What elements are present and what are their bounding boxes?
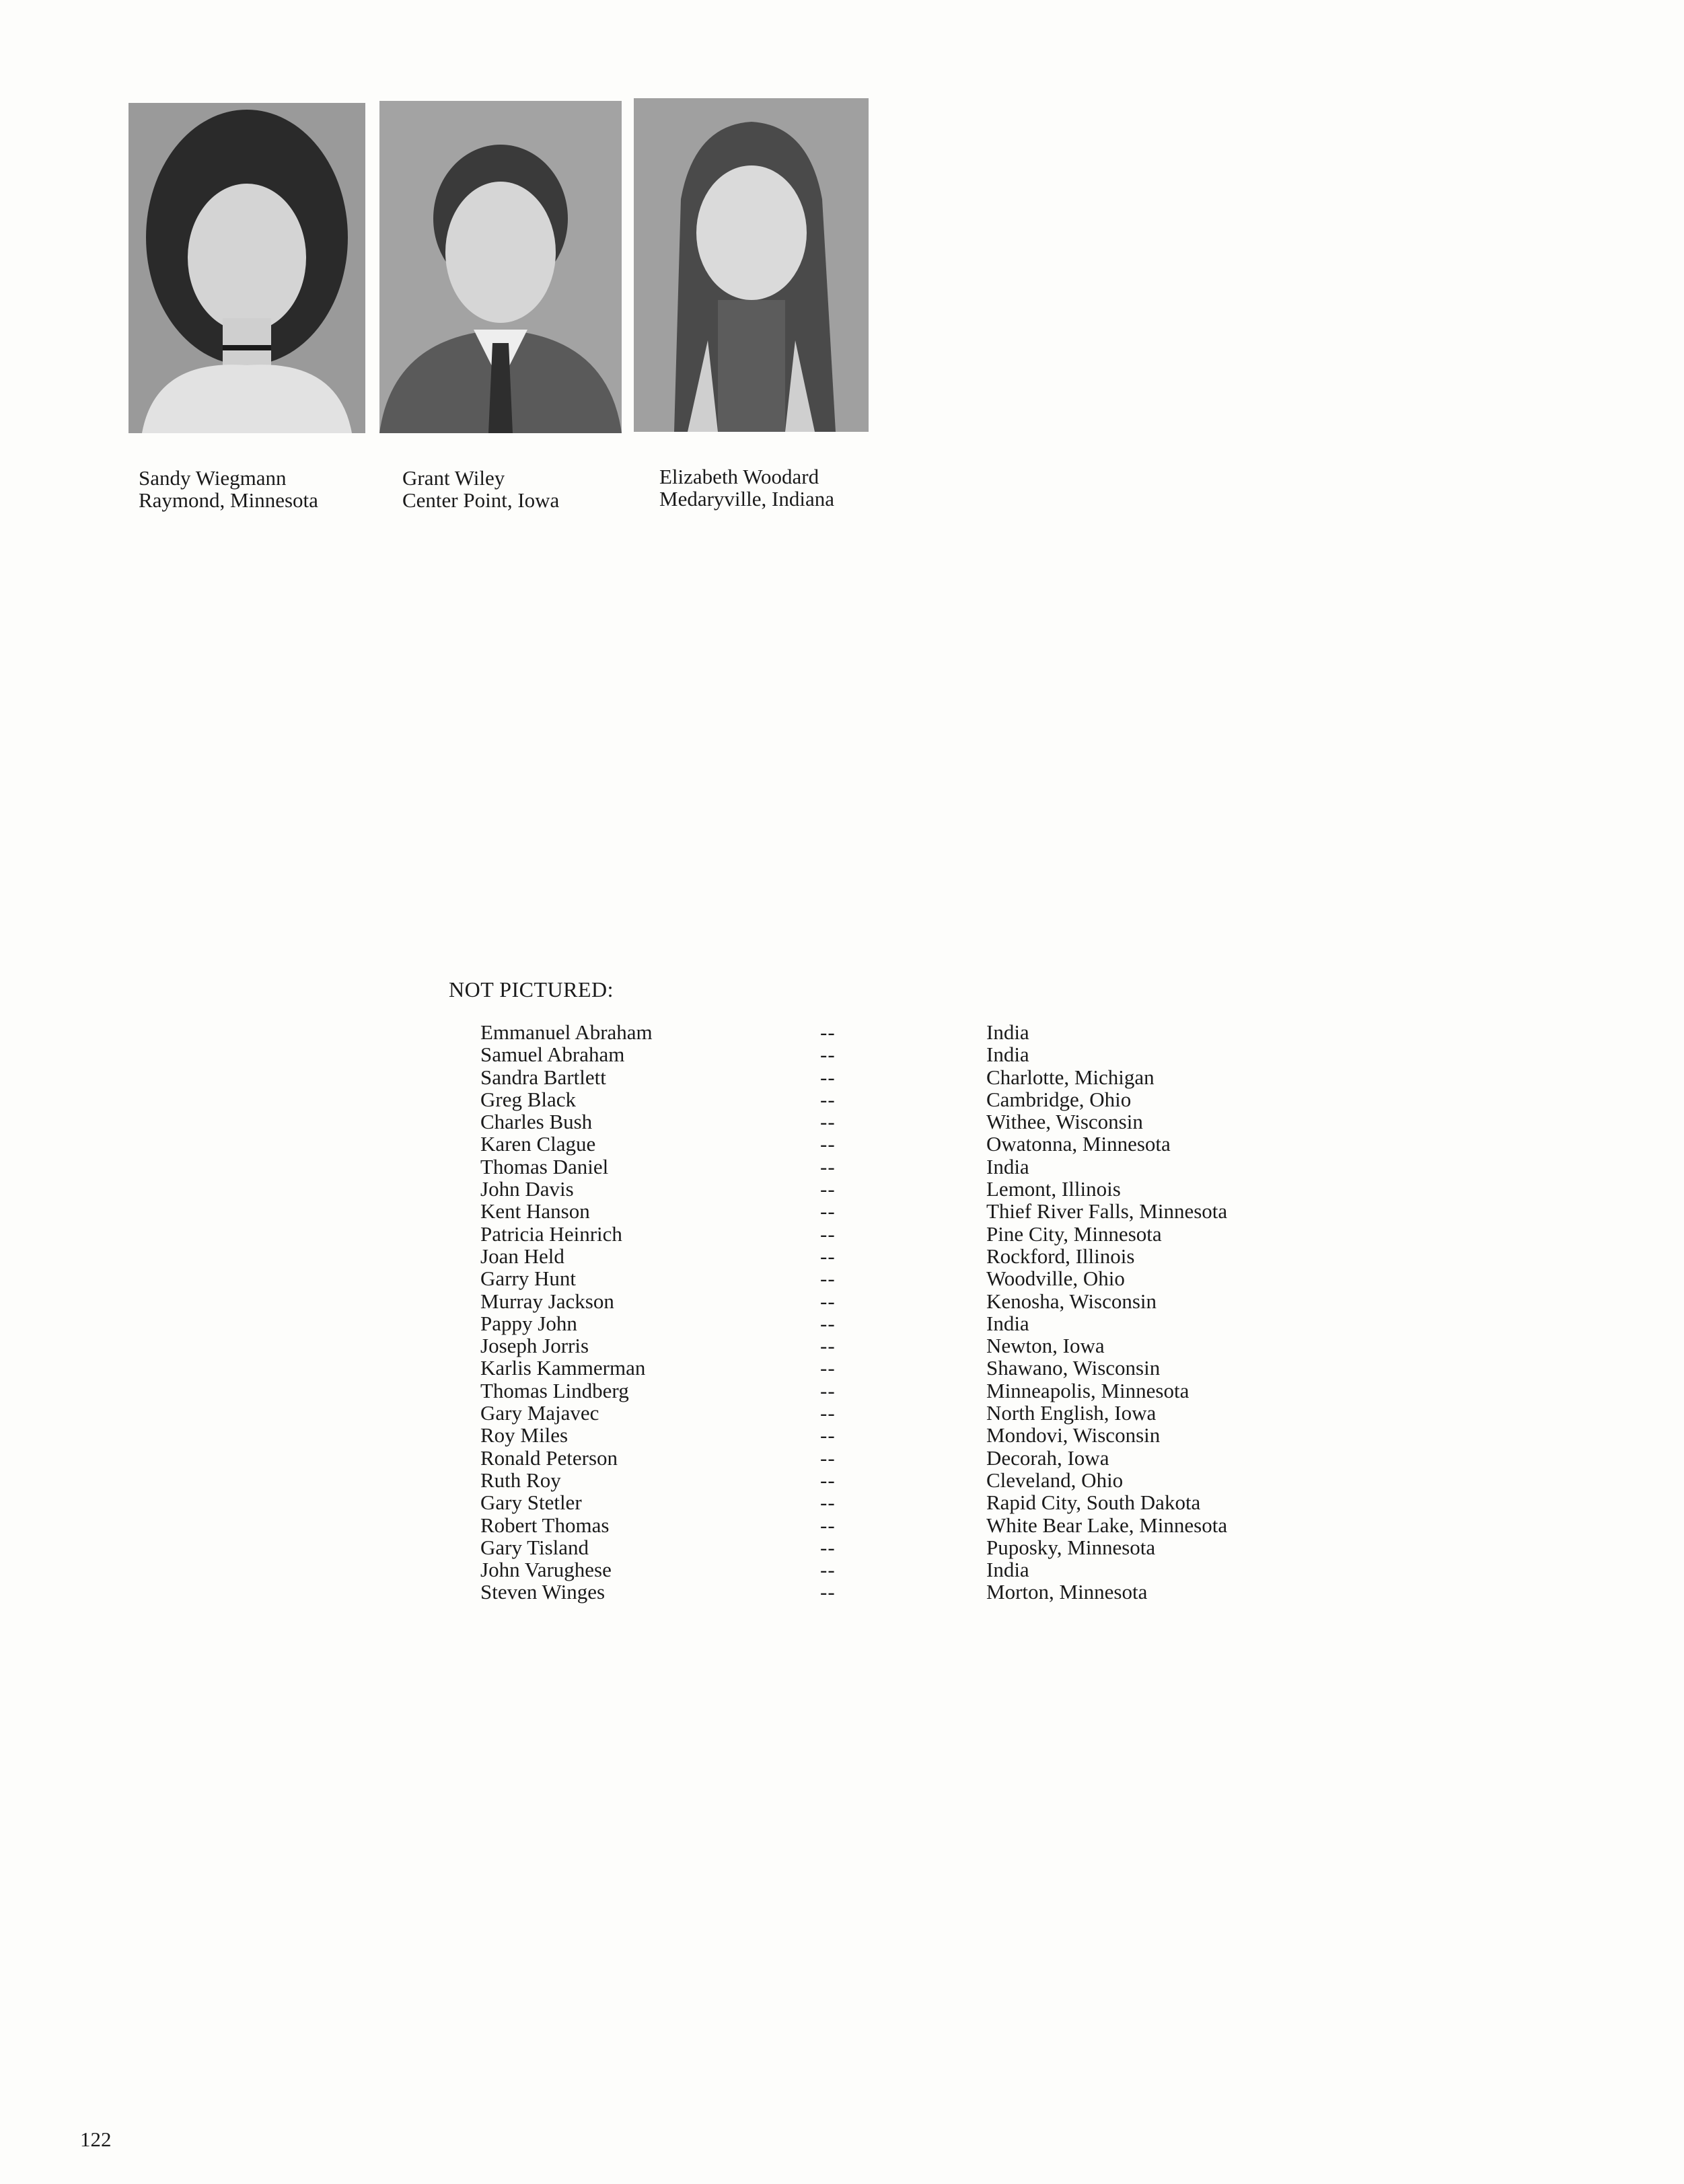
not-pictured-row (480, 1088, 1355, 1110)
not-pictured-row (480, 1424, 1355, 1446)
separator-dash: -- (820, 1580, 836, 1604)
portrait-hometown: Center Point, Iowa (402, 488, 560, 512)
student-name: Thomas Lindberg (480, 1378, 629, 1402)
not-pictured-row (480, 1290, 1355, 1312)
not-pictured-row (480, 1200, 1355, 1222)
student-hometown: India (986, 1558, 1029, 1582)
portrait-silhouette (634, 98, 869, 432)
separator-dash: -- (820, 1043, 836, 1067)
student-name: Garry Hunt (480, 1267, 577, 1291)
portrait-caption-3 (659, 465, 834, 510)
separator-dash: -- (820, 1221, 836, 1246)
separator-dash: -- (820, 1267, 836, 1291)
portrait-caption-2 (402, 467, 559, 511)
not-pictured-row (480, 1245, 1355, 1267)
student-hometown: Cambridge, Ohio (986, 1087, 1132, 1111)
student-hometown: North English, Iowa (986, 1401, 1157, 1425)
portrait-photo-elizabeth-woodard (634, 98, 869, 432)
student-name: Emmanuel Abraham (480, 1020, 653, 1044)
portrait-silhouette (379, 101, 622, 433)
separator-dash: -- (820, 1177, 836, 1201)
student-hometown: Pine City, Minnesota (986, 1221, 1162, 1246)
student-hometown: India (986, 1154, 1029, 1178)
student-hometown: Thief River Falls, Minnesota (986, 1199, 1228, 1223)
portrait-hometown: Raymond, Minnesota (139, 488, 318, 512)
student-name: Pappy John (480, 1311, 577, 1335)
separator-dash: -- (820, 1199, 836, 1223)
student-hometown: Owatonna, Minnesota (986, 1132, 1171, 1156)
not-pictured-row (480, 1312, 1355, 1334)
student-hometown: Minneapolis, Minnesota (986, 1378, 1189, 1402)
student-hometown: India (986, 1043, 1029, 1067)
not-pictured-row (480, 1357, 1355, 1379)
portrait-caption-1 (139, 467, 318, 511)
portrait-name: Sandy Wiegmann (139, 466, 287, 490)
separator-dash: -- (820, 1468, 836, 1492)
separator-dash: -- (820, 1491, 836, 1515)
student-name: Gary Tisland (480, 1535, 589, 1559)
student-name: Murray Jackson (480, 1289, 614, 1313)
separator-dash: -- (820, 1132, 836, 1156)
student-name: Roy Miles (480, 1423, 569, 1447)
separator-dash: -- (820, 1378, 836, 1402)
not-pictured-row (480, 1491, 1355, 1513)
student-hometown: Decorah, Iowa (986, 1445, 1109, 1470)
separator-dash: -- (820, 1244, 836, 1268)
student-hometown: Woodville, Ohio (986, 1267, 1125, 1291)
student-hometown: Newton, Iowa (986, 1334, 1105, 1358)
separator-dash: -- (820, 1154, 836, 1178)
student-name: Samuel Abraham (480, 1043, 625, 1067)
not-pictured-list (480, 1021, 1355, 1604)
not-pictured-row (480, 1043, 1355, 1065)
student-hometown: Kenosha, Wisconsin (986, 1289, 1157, 1313)
separator-dash: -- (820, 1558, 836, 1582)
student-name: John Davis (480, 1177, 574, 1201)
not-pictured-row (480, 1536, 1355, 1558)
not-pictured-row (480, 1110, 1355, 1133)
student-hometown: Rockford, Illinois (986, 1244, 1135, 1268)
separator-dash: -- (820, 1423, 836, 1447)
separator-dash: -- (820, 1356, 836, 1380)
not-pictured-heading: NOT PICTURED: (449, 977, 614, 1002)
separator-dash: -- (820, 1311, 836, 1335)
not-pictured-row (480, 1514, 1355, 1536)
student-name: Robert Thomas (480, 1513, 610, 1537)
separator-dash: -- (820, 1289, 836, 1313)
not-pictured-row (480, 1156, 1355, 1178)
student-name: Ronald Peterson (480, 1445, 618, 1470)
portrait-name: Elizabeth Woodard (659, 465, 819, 488)
student-name: Greg Black (480, 1087, 577, 1111)
not-pictured-row (480, 1223, 1355, 1245)
not-pictured-row (480, 1021, 1355, 1043)
portrait-photo-grant-wiley (379, 101, 622, 433)
separator-dash: -- (820, 1513, 836, 1537)
separator-dash: -- (820, 1020, 836, 1044)
student-name: Karen Clague (480, 1132, 596, 1156)
not-pictured-row (480, 1133, 1355, 1155)
separator-dash: -- (820, 1334, 836, 1358)
portrait-photo-sandy-wiegmann (129, 103, 365, 433)
student-name: Ruth Roy (480, 1468, 561, 1492)
not-pictured-row (480, 1380, 1355, 1402)
student-hometown: Rapid City, South Dakota (986, 1491, 1201, 1515)
student-hometown: Shawano, Wisconsin (986, 1356, 1161, 1380)
student-name: John Varughese (480, 1558, 612, 1582)
separator-dash: -- (820, 1445, 836, 1470)
page-number: 122 (80, 2127, 112, 2151)
student-name: Steven Winges (480, 1580, 606, 1604)
not-pictured-row (480, 1334, 1355, 1357)
student-name: Kent Hanson (480, 1199, 590, 1223)
student-hometown: Lemont, Illinois (986, 1177, 1121, 1201)
not-pictured-row (480, 1267, 1355, 1289)
separator-dash: -- (820, 1087, 836, 1111)
student-hometown: Mondovi, Wisconsin (986, 1423, 1161, 1447)
portrait-hometown: Medaryville, Indiana (659, 487, 834, 511)
not-pictured-row (480, 1066, 1355, 1088)
student-hometown: India (986, 1311, 1029, 1335)
separator-dash: -- (820, 1065, 836, 1089)
not-pictured-row (480, 1447, 1355, 1469)
student-hometown: Withee, Wisconsin (986, 1110, 1143, 1134)
student-hometown: Morton, Minnesota (986, 1580, 1148, 1604)
student-hometown: White Bear Lake, Minnesota (986, 1513, 1228, 1537)
separator-dash: -- (820, 1110, 836, 1134)
student-name: Karlis Kammerman (480, 1356, 646, 1380)
not-pictured-row (480, 1581, 1355, 1603)
student-name: Charles Bush (480, 1110, 593, 1134)
student-name: Gary Majavec (480, 1401, 599, 1425)
student-name: Gary Stetler (480, 1491, 582, 1515)
student-name: Joseph Jorris (480, 1334, 589, 1358)
student-hometown: Charlotte, Michigan (986, 1065, 1155, 1089)
student-hometown: Puposky, Minnesota (986, 1535, 1156, 1559)
portrait-name: Grant Wiley (402, 466, 505, 490)
not-pictured-row (480, 1469, 1355, 1491)
student-name: Joan Held (480, 1244, 564, 1268)
student-name: Sandra Bartlett (480, 1065, 606, 1089)
portrait-silhouette (129, 103, 365, 433)
student-name: Patricia Heinrich (480, 1221, 622, 1246)
not-pictured-row (480, 1402, 1355, 1424)
separator-dash: -- (820, 1401, 836, 1425)
student-hometown: India (986, 1020, 1029, 1044)
not-pictured-row (480, 1558, 1355, 1581)
student-hometown: Cleveland, Ohio (986, 1468, 1124, 1492)
student-name: Thomas Daniel (480, 1154, 609, 1178)
separator-dash: -- (820, 1535, 836, 1559)
not-pictured-row (480, 1178, 1355, 1200)
